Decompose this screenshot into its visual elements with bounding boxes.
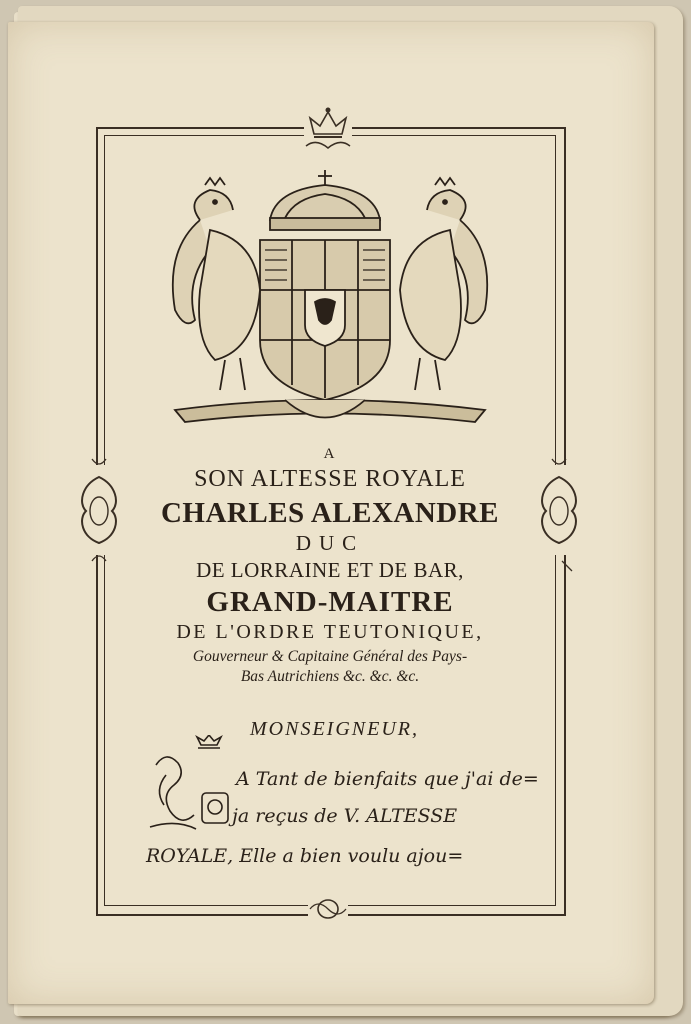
crown-icon	[296, 104, 360, 156]
coat-of-arms-icon	[155, 160, 505, 450]
dedication-territory: DE LORRAINE ET DE BAR,	[196, 558, 464, 582]
dedication-rank: DUC	[295, 531, 365, 555]
dedication-name: CHARLES ALEXANDRE	[160, 497, 500, 529]
letter-line-3: ROYALE, Elle a bien voulu ajou=	[146, 845, 464, 867]
dedication-governor-line2: Bas Autrichiens &c. &c. &c.	[240, 668, 420, 685]
dedication-office: GRAND-MAITRE	[206, 586, 454, 618]
dedication-honorific: SON ALTESSE ROYALE	[194, 466, 466, 492]
fleuron-icon	[304, 894, 352, 924]
letter-line-1: A Tant de bienfaits que j'ai de=	[236, 768, 539, 790]
dedication-order: DE L'ORDRE TEUTONIQUE,	[176, 621, 484, 643]
dedication-block	[110, 445, 550, 687]
letter-line-2: ja reçus de V. ALTESSE	[232, 805, 458, 827]
dropcap-ornament-icon	[146, 735, 236, 835]
salutation: MONSEIGNEUR,	[250, 718, 419, 740]
dedication-to: A	[323, 446, 337, 462]
dedication-governor-line1: Gouverneur & Capitaine Général des Pays-	[192, 648, 468, 665]
